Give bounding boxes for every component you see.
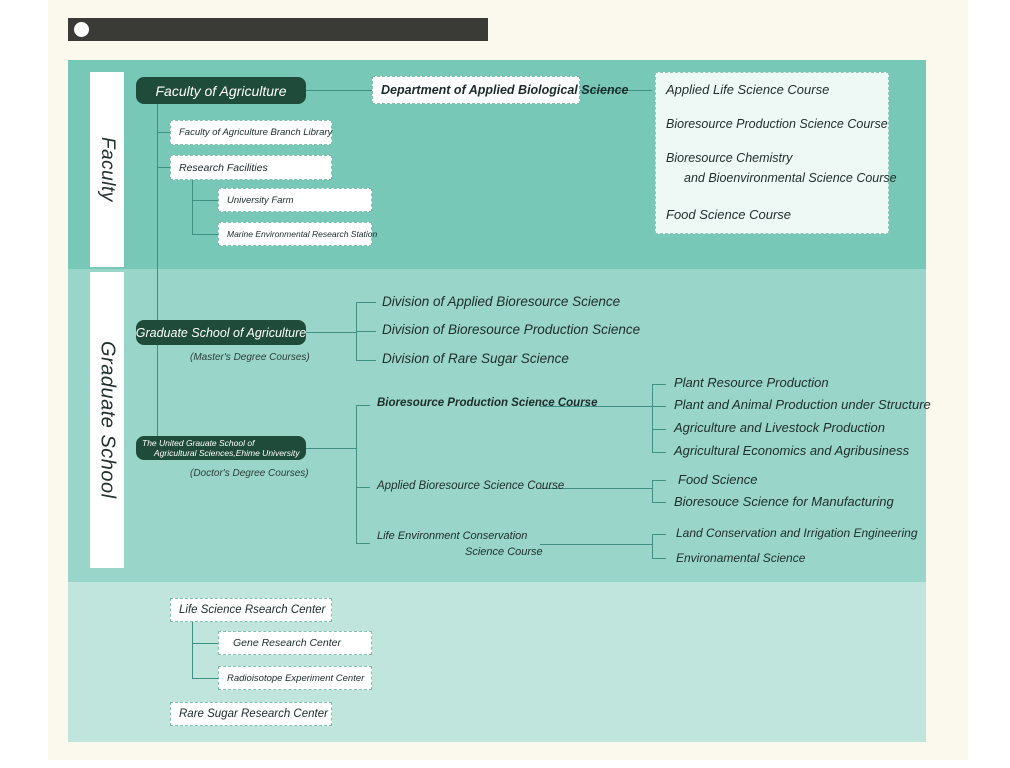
gene-research-center-box bbox=[218, 631, 372, 655]
section-header-bar bbox=[68, 18, 488, 41]
rare-sugar-center-box bbox=[170, 702, 332, 726]
department-box bbox=[372, 76, 629, 104]
united-school-line1: The United Grauate School of bbox=[142, 438, 255, 448]
field-agricultural-economics: Agricultural Economics and Agribusiness bbox=[674, 443, 910, 458]
field-food-science: Food Science bbox=[678, 472, 758, 487]
research-facilities-box bbox=[170, 155, 332, 180]
doctor-course-applied-bioresource: Applied Bioresource Science Course bbox=[377, 480, 565, 492]
course-applied-life-science: Applied Life Science Course bbox=[666, 82, 830, 97]
research-facilities-name: Research Facilities bbox=[179, 161, 268, 174]
course-bioresource-production: Bioresource Production Science Course bbox=[666, 117, 888, 131]
university-farm-name: University Farm bbox=[227, 194, 294, 206]
department-name: Department of Applied Biological Science bbox=[381, 83, 629, 97]
life-science-center-name: Life Science Rsearch Center bbox=[179, 604, 326, 616]
division-bioresource-production: Division of Bioresource Production Science bbox=[382, 322, 641, 337]
field-plant-resource-production: Plant Resource Production bbox=[674, 375, 829, 390]
faculty-label-text: Faculty bbox=[97, 137, 118, 202]
life-science-center-box bbox=[170, 598, 332, 622]
field-environmental-science: Environamental Science bbox=[676, 551, 806, 565]
course-food-science: Food Science Course bbox=[666, 207, 792, 222]
radioisotope-center-name: Radioisotope Experiment Center bbox=[227, 672, 365, 684]
graduate-school-name: Graduate School of Agriculture bbox=[135, 325, 307, 340]
gene-research-center-name: Gene Research Center bbox=[233, 637, 341, 649]
doctor-course-life-environment-line1: Life Environment Conservation bbox=[377, 530, 528, 542]
marine-station-name: Marine Environmental Research Station bbox=[227, 229, 378, 239]
field-agriculture-livestock: Agriculture and Livestock Production bbox=[674, 420, 886, 435]
graduate-school-node bbox=[136, 320, 306, 345]
masters-note: (Master's Degree Courses) bbox=[190, 352, 310, 363]
radioisotope-center-box bbox=[218, 666, 372, 690]
graduate-school-label bbox=[90, 272, 124, 568]
field-plant-animal-structure: Plant and Animal Production under Structure bbox=[674, 397, 931, 412]
branch-library-box bbox=[170, 120, 332, 145]
branch-library-name: Faculty of Agriculture Branch Library bbox=[179, 127, 333, 138]
doctor-note: (Doctor's Degree Courses) bbox=[190, 468, 309, 479]
undergraduate-courses-box bbox=[655, 72, 897, 234]
division-applied-bioresource: Division of Applied Bioresource Science bbox=[382, 294, 621, 309]
rare-sugar-center-name: Rare Sugar Research Center bbox=[179, 708, 328, 720]
doctor-course-bioresource-production: Bioresource Production Science Course bbox=[377, 397, 598, 409]
graduate-school-label-text: Graduate School bbox=[96, 341, 119, 499]
faculty-of-agriculture-node bbox=[136, 77, 306, 104]
field-land-conservation: Land Conservation and Irrigation Engineering bbox=[676, 526, 918, 540]
united-school-line2: Agricultural Sciences,Ehime University bbox=[154, 448, 300, 458]
marine-station-box bbox=[218, 222, 378, 246]
division-rare-sugar: Division of Rare Sugar Science bbox=[382, 351, 569, 366]
course-bioresource-chemistry-line1: Bioresource Chemistry bbox=[666, 151, 793, 165]
university-farm-box bbox=[218, 188, 372, 212]
field-bioresource-manufacturing: Bioresouce Science for Manufacturing bbox=[674, 494, 894, 509]
united-graduate-school-node bbox=[136, 436, 306, 460]
faculty-name: Faculty of Agriculture bbox=[155, 82, 287, 99]
bullet-icon bbox=[74, 22, 89, 37]
course-bioresource-chemistry-line2: and Bioenvironmental Science Course bbox=[684, 171, 897, 185]
doctor-course-life-environment-line2: Science Course bbox=[465, 546, 543, 558]
faculty-label bbox=[90, 72, 124, 267]
